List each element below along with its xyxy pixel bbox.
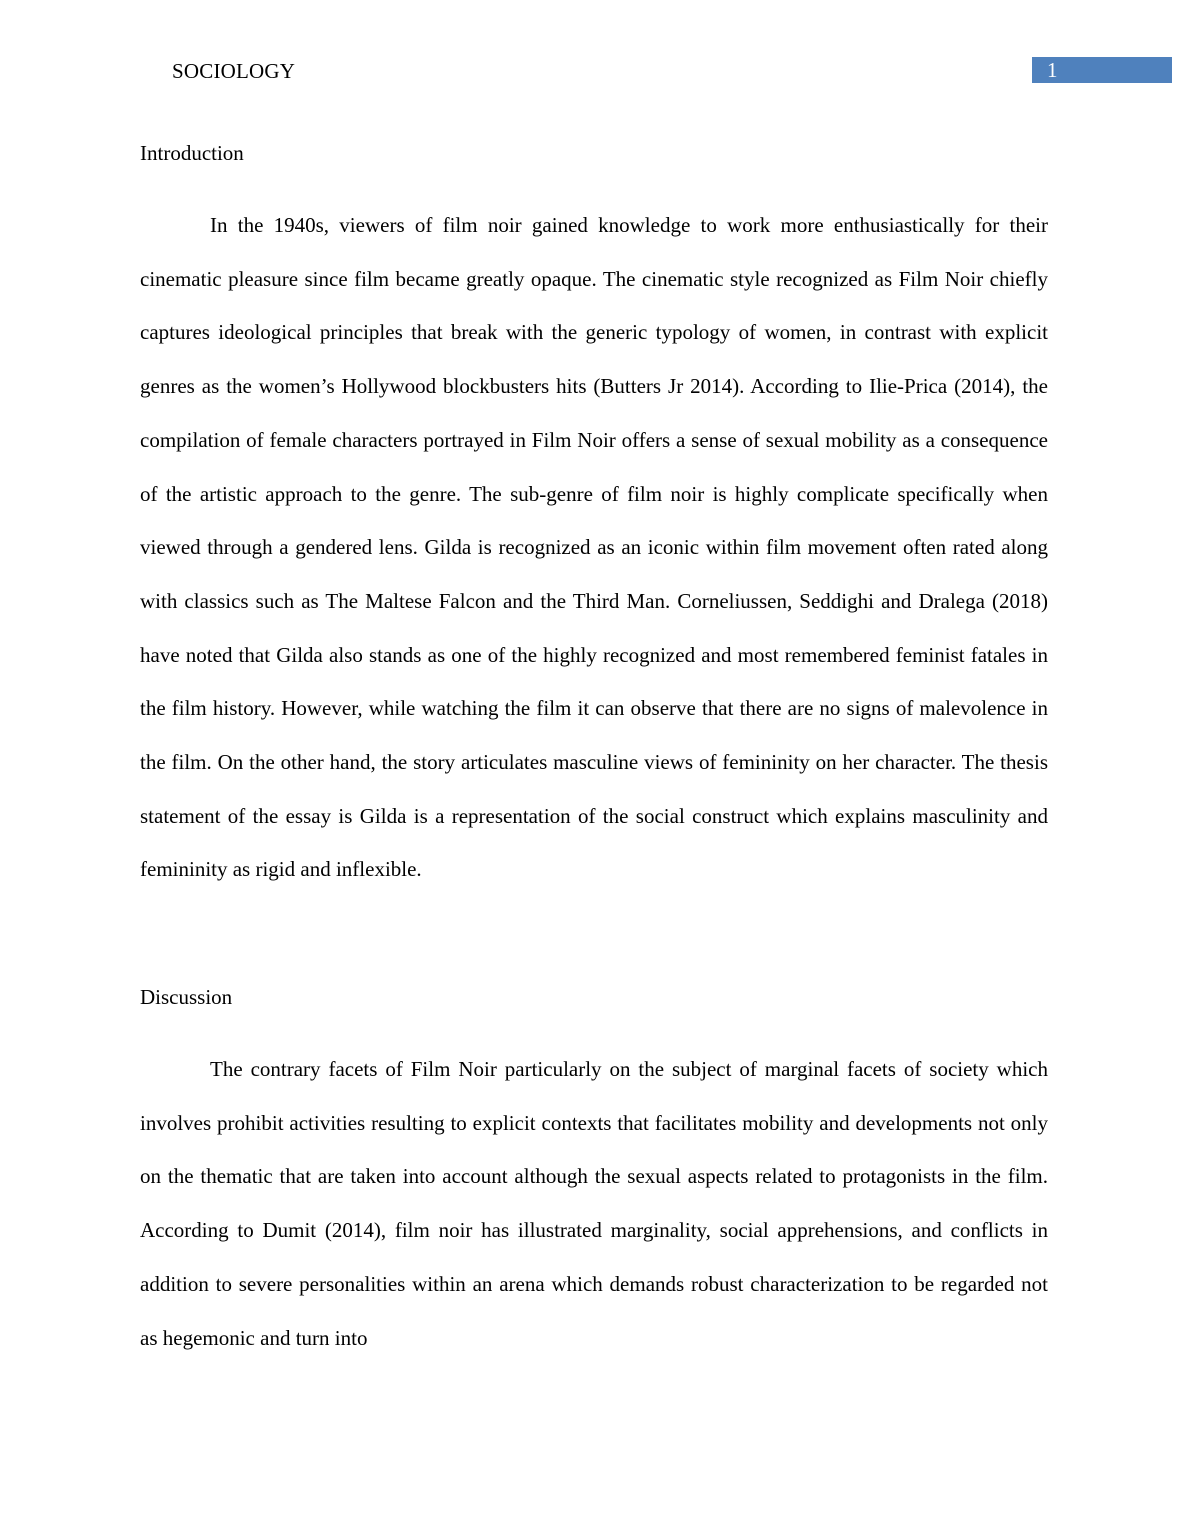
section-heading-introduction: Introduction xyxy=(140,141,244,165)
paragraph-discussion: The contrary facets of Film Noir particularly on the subject of marginal facets of society which involves prohibit activities resulting to explicit contexts that facilitates mobility and developments not only on the thematic that are taken into account although the sexual aspects related to protagonists in the film. According to Dumit (2014), film noir has illustrated marginality, social apprehensions, and conflicts in addition to severe personalities within an arena which demands robust characterization to be regarded not as hegemonic and turn into xyxy=(140,1057,1048,1350)
page-number-badge xyxy=(1032,57,1172,83)
page-number: 1 xyxy=(1047,58,1058,82)
section-heading-discussion: Discussion xyxy=(140,985,233,1009)
paragraph-introduction: In the 1940s, viewers of film noir gained knowledge to work more enthusiastically for their cinematic pleasure since film became greatly opaque. The cinematic style recognized as Film Noir chiefly captures ideological principles that break with the generic typology of women, in contrast with explicit genres as the women’s Hollywood blockbusters hits (Butters Jr 2014). According to Ilie-Prica (2014), the compilation of female characters portrayed in Film Noir offers a sense of sexual mobility as a consequence of the artistic approach to the genre. The sub-genre of film noir is highly complicate specifically when viewed through a gendered lens. Gilda is recognized as an iconic within film movement often rated along with classics such as The Maltese Falcon and the Third Man. Corneliussen, Seddighi and Dralega (2018) have noted that Gilda also stands as one of the highly recognized and most remembered feminist fatales in the film history. However, while watching the film it can observe that there are no signs of malevolence in the film. On the other hand, the story articulates masculine views of femininity on her character. The thesis statement of the essay is Gilda is a representation of the social construct which explains masculinity and femininity as rigid and inflexible. xyxy=(140,213,1048,882)
running-head: SOCIOLOGY xyxy=(172,59,296,83)
